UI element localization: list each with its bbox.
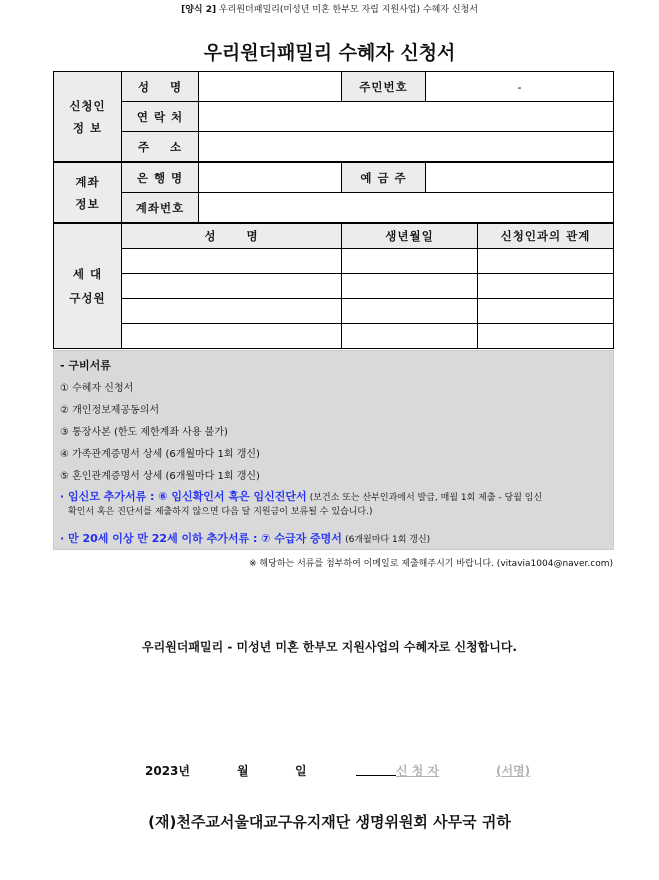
household-col-birth: 생년월일	[342, 223, 478, 249]
date-day: 일	[295, 764, 307, 778]
holder-field[interactable]	[426, 162, 614, 193]
page-title: 우리원더패밀리 수혜자 신청서	[203, 42, 456, 64]
account-number-label: 계좌번호	[122, 193, 199, 224]
bank-field[interactable]	[199, 162, 342, 193]
account-number-field[interactable]	[199, 193, 614, 224]
name-field[interactable]	[199, 72, 342, 102]
household-row	[54, 249, 614, 274]
member-birth-field[interactable]	[342, 249, 478, 274]
form-number: [양식 2]	[181, 5, 217, 15]
household-row	[54, 299, 614, 324]
sign-label: (서명)	[496, 764, 531, 778]
document-item: ⑤ 혼인관계증명서 상세 (6개월마다 1회 갱신)	[60, 471, 260, 482]
phone-label: 연 락 처	[122, 102, 199, 132]
member-birth-field[interactable]	[342, 299, 478, 324]
household-col-relation: 신청인과의 관계	[478, 223, 614, 249]
name-label: 성 명	[122, 72, 199, 102]
member-relation-field[interactable]	[478, 249, 614, 274]
member-name-field[interactable]	[122, 249, 342, 274]
member-birth-field[interactable]	[342, 324, 478, 349]
documents-heading: - 구비서류	[60, 359, 111, 372]
member-relation-field[interactable]	[478, 324, 614, 349]
rrn-field[interactable]: -	[426, 72, 614, 102]
household-section-label: 세 대 구성원	[54, 223, 122, 349]
document-item: ① 수혜자 신청서	[60, 383, 134, 394]
date-year: 2023년	[145, 764, 190, 778]
application-table	[53, 71, 614, 349]
address-label: 주 소	[122, 132, 199, 163]
signature-line[interactable]	[356, 762, 396, 776]
member-relation-field[interactable]	[478, 274, 614, 299]
pregnant-docs-note: (보건소 또는 산부인과에서 발급, 매월 1회 제출 - 당월 임신	[309, 493, 543, 503]
pregnant-docs-label: · 임신모 추가서류 : ⑥ 임신확인서 혹은 임신진단서	[60, 490, 307, 503]
form-header	[0, 2, 659, 15]
footer-recipient: (재)천주교서울대교구유지재단 생명위원회 사무국 귀하	[148, 813, 511, 831]
date-month: 월	[237, 764, 249, 778]
document-item: ③ 통장사본 (한도 제한계좌 사용 불가)	[60, 427, 228, 438]
household-row	[54, 274, 614, 299]
member-birth-field[interactable]	[342, 274, 478, 299]
applicant-label: 신 청 자	[396, 764, 440, 778]
email-note: ※ 해당하는 서류를 첨부하여 이메일로 제출해주시기 바랍니다. (vitavia1004@naver.com)	[249, 559, 613, 569]
pregnant-docs-note-cont: 확인서 혹은 진단서를 제출하지 않으면 다음 달 지원금이 보류될 수 있습니다.)	[68, 507, 373, 517]
member-name-field[interactable]	[122, 274, 342, 299]
member-name-field[interactable]	[122, 299, 342, 324]
document-item: ④ 가족관계증명서 상세 (6개월마다 1회 갱신)	[60, 449, 260, 460]
address-field[interactable]	[199, 132, 614, 163]
age-docs-label: · 만 20세 이상 만 22세 이하 추가서류 : ⑦ 수급자 증명서	[60, 532, 342, 545]
phone-field[interactable]	[199, 102, 614, 132]
member-relation-field[interactable]	[478, 299, 614, 324]
account-section-label: 계좌 정보	[54, 162, 122, 223]
member-name-field[interactable]	[122, 324, 342, 349]
form-name: 우리원더패밀리(미성년 미혼 한부모 자립 지원사업) 수혜자 신청서	[218, 5, 478, 15]
required-documents-box	[53, 350, 614, 550]
bank-label: 은 행 명	[122, 162, 199, 193]
rrn-label: 주민번호	[342, 72, 426, 102]
document-item: ② 개인정보제공동의서	[60, 405, 160, 416]
holder-label: 예 금 주	[342, 162, 426, 193]
applicant-section-label: 신청인 정 보	[54, 72, 122, 163]
household-col-name: 성 명	[122, 223, 342, 249]
age-docs-note: (6개월마다 1회 갱신)	[345, 535, 431, 545]
household-row	[54, 324, 614, 349]
declaration: 우리원더패밀리 - 미성년 미혼 한부모 지원사업의 수혜자로 신청합니다.	[142, 640, 517, 654]
